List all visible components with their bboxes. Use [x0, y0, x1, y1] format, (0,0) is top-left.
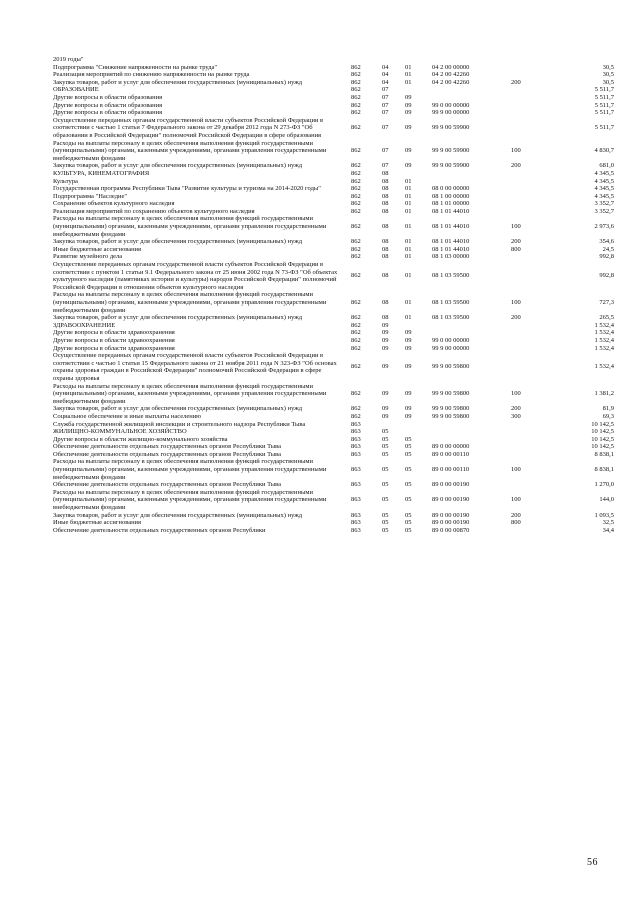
table-row [0, 489, 640, 512]
table-row [0, 527, 640, 535]
row-amount: 5 511,7 [594, 93, 614, 101]
code-target: 08 1 01 44010 [432, 207, 470, 215]
code-section: 04 [382, 71, 389, 79]
row-amount: 3 352,7 [594, 207, 614, 215]
table-row [0, 352, 640, 382]
row-name: Другие вопросы в области жилищно-коммунального хозяйства [53, 435, 228, 443]
table-row [0, 481, 640, 489]
code-target: 99 0 00 00000 [432, 101, 470, 109]
table-row [0, 519, 640, 527]
row-amount: 4 345,5 [594, 177, 614, 185]
row-amount: 4 345,5 [594, 192, 614, 200]
row-amount: 8 838,1 [594, 466, 614, 474]
row-name: Иные бюджетные ассигнования [53, 519, 142, 527]
row-amount: 727,3 [599, 299, 614, 306]
code-section: 07 [382, 147, 389, 155]
code-subsection: 01 [405, 177, 412, 185]
code-target: 99 0 00 00000 [432, 336, 470, 344]
code-section: 09 [382, 321, 389, 329]
code-grbs: 863 [351, 450, 361, 458]
code-subsection: 05 [405, 519, 412, 527]
code-grbs: 862 [351, 412, 361, 420]
code-target: 89 0 00 00190 [432, 511, 470, 519]
code-target: 08 1 03 59500 [432, 299, 470, 306]
table-row [0, 512, 640, 520]
code-section: 08 [382, 192, 389, 200]
code-grbs: 862 [351, 63, 361, 71]
code-section: 09 [382, 390, 389, 398]
code-grbs: 862 [351, 314, 361, 322]
row-name: Другие вопросы в области образования [53, 109, 163, 117]
code-grbs: 862 [351, 272, 361, 280]
row-amount: 1 270,0 [594, 481, 614, 489]
code-target: 08 1 01 00000 [432, 200, 470, 208]
row-amount: 681,0 [599, 162, 614, 170]
row-amount: 1 093,5 [594, 511, 614, 519]
code-section: 09 [382, 412, 389, 420]
code-target: 89 0 00 00190 [432, 496, 470, 504]
code-section: 07 [382, 93, 389, 101]
code-grbs: 863 [351, 519, 361, 527]
row-amount: 1 381,2 [594, 390, 614, 398]
code-grbs: 862 [351, 223, 361, 231]
table-row [0, 345, 640, 353]
code-expense-type: 200 [511, 314, 521, 322]
row-name: Расходы на выплаты персоналу в целях обеспечения выполнения функций государственными (муниципальными) органами, казенными учреждениями, органами управления государственными внебюджетными фондами [53, 291, 327, 314]
code-grbs: 862 [351, 185, 361, 193]
code-target: 99 9 00 59800 [432, 405, 470, 413]
table-row [0, 86, 640, 94]
row-name: Расходы на выплаты персоналу в целях обеспечения выполнения функций государственными (муниципальными) органами, казенными учреждениями, органами управления государственными внебюджетными фондами [53, 458, 327, 481]
code-subsection: 09 [405, 344, 412, 352]
row-amount: 10 142,5 [591, 420, 614, 428]
code-section: 05 [382, 496, 389, 504]
code-section: 08 [382, 177, 389, 185]
table-row [0, 322, 640, 330]
code-subsection: 09 [405, 162, 412, 170]
code-section: 08 [382, 253, 389, 261]
code-target: 04 2 00 00000 [432, 63, 470, 71]
row-name: ЖИЛИЩНО-КОММУНАЛЬНОЕ ХОЗЯЙСТВО [53, 428, 187, 436]
row-amount: 4 830,7 [594, 147, 614, 155]
table-row [0, 71, 640, 79]
row-amount: 8 838,1 [594, 450, 614, 458]
row-name: Подпрограмма "Снижение напряженности на рынке труда" [53, 63, 218, 71]
code-target: 08 1 01 44010 [432, 238, 470, 246]
row-amount: 5 511,7 [594, 124, 614, 132]
code-grbs: 862 [351, 405, 361, 413]
row-name: Другие вопросы в области здравоохранения [53, 336, 175, 344]
code-subsection: 01 [405, 192, 412, 200]
code-grbs: 863 [351, 481, 361, 489]
code-subsection: 05 [405, 443, 412, 451]
code-section: 08 [382, 200, 389, 208]
code-subsection: 01 [405, 238, 412, 246]
code-subsection: 09 [405, 147, 412, 155]
table-row [0, 170, 640, 178]
code-grbs: 862 [351, 169, 361, 177]
code-section: 09 [382, 344, 389, 352]
table-row [0, 200, 640, 208]
code-grbs: 862 [351, 253, 361, 261]
code-target: 89 0 00 00110 [432, 466, 470, 474]
row-amount: 2 973,6 [594, 223, 614, 231]
row-name: Другие вопросы в области образования [53, 93, 163, 101]
code-section: 05 [382, 481, 389, 489]
code-section: 08 [382, 299, 389, 306]
code-subsection: 01 [405, 245, 412, 253]
code-grbs: 862 [351, 86, 361, 94]
code-section: 07 [382, 101, 389, 109]
table-row [0, 246, 640, 254]
table-row [0, 421, 640, 429]
code-grbs: 862 [351, 124, 361, 132]
code-subsection: 09 [405, 363, 412, 371]
table-row [0, 314, 640, 322]
table-row [0, 94, 640, 102]
code-target: 99 9 00 00000 [432, 344, 470, 352]
table-row [0, 291, 640, 314]
code-section: 08 [382, 169, 389, 177]
row-name: Другие вопросы в области здравоохранения [53, 329, 175, 337]
row-name: Закупка товаров, работ и услуг для обеспечения государственных (муниципальных) нужд [53, 238, 303, 246]
row-amount: 1 532,4 [594, 336, 614, 344]
row-name: Развитие музейного дела [53, 253, 123, 261]
table-row [0, 413, 640, 421]
row-amount: 24,5 [602, 245, 614, 253]
code-subsection: 05 [405, 466, 412, 474]
code-grbs: 862 [351, 238, 361, 246]
table-row [0, 238, 640, 246]
row-amount: 34,4 [602, 526, 614, 534]
code-section: 05 [382, 466, 389, 474]
row-name: Обеспечение деятельности отдельных государственных органов Республики Тыва [53, 443, 281, 451]
table-row [0, 337, 640, 345]
row-name: Осуществление переданных органам государственной власти субъектов Российской Федерации в соответствии с частью 1 статьи 7 Федерального закона от 29 декабря 2012 года N 273-ФЗ "Об образовании в Российской Федерации" полномочий Российской Федерации в сфере образования [53, 116, 324, 139]
table-row [0, 383, 640, 406]
row-amount: 30,5 [602, 71, 614, 79]
code-section: 09 [382, 405, 389, 413]
code-subsection: 01 [405, 253, 412, 261]
code-grbs: 863 [351, 420, 361, 428]
code-target: 99 9 00 59800 [432, 390, 470, 398]
row-name: Закупка товаров, работ и услуг для обеспечения государственных (муниципальных) нужд [53, 314, 303, 322]
code-expense-type: 100 [511, 466, 521, 474]
code-section: 08 [382, 245, 389, 253]
row-amount: 1 532,4 [594, 344, 614, 352]
code-target: 99 9 00 00000 [432, 109, 470, 117]
row-amount: 5 511,7 [594, 86, 614, 94]
code-expense-type: 100 [511, 299, 521, 306]
row-name: Закупка товаров, работ и услуг для обеспечения государственных (муниципальных) нужд [53, 405, 303, 413]
page-number: 56 [587, 857, 598, 868]
code-grbs: 863 [351, 526, 361, 534]
code-subsection: 09 [405, 405, 412, 413]
code-subsection: 01 [405, 200, 412, 208]
code-subsection: 09 [405, 124, 412, 132]
code-target: 99 9 00 59800 [432, 363, 470, 371]
code-section: 09 [382, 363, 389, 371]
row-name: ОБРАЗОВАНИЕ [53, 86, 99, 94]
code-target: 89 0 00 00190 [432, 481, 470, 489]
code-expense-type: 100 [511, 496, 521, 504]
code-subsection: 05 [405, 526, 412, 534]
code-target: 08 1 00 00000 [432, 192, 470, 200]
code-section: 09 [382, 329, 389, 337]
row-name: Расходы на выплаты персоналу в целях обеспечения выполнения функций государственными (муниципальными) органами, казенными учреждениями, органами управления государственными внебюджетными фондами [53, 488, 327, 512]
code-section: 05 [382, 428, 389, 436]
row-name: Иные бюджетные ассигнования [53, 245, 142, 253]
code-section: 08 [382, 223, 389, 231]
row-name: Расходы на выплаты персоналу в целях обеспечения выполнения функций государственными (муниципальными) органами, казенными учреждениями, органами управления государственными внебюджетными фондами [53, 215, 327, 238]
row-amount: 1 532,4 [594, 329, 614, 337]
table-row [0, 208, 640, 216]
code-grbs: 862 [351, 245, 361, 253]
table-row [0, 405, 640, 413]
table-row [0, 261, 640, 291]
row-name: КУЛЬТУРА, КИНЕМАТОГРАФИЯ [53, 169, 150, 177]
code-subsection: 09 [405, 336, 412, 344]
code-section: 05 [382, 519, 389, 527]
table-row [0, 64, 640, 72]
code-subsection: 01 [405, 272, 412, 280]
code-target: 99 9 00 59800 [432, 412, 470, 420]
row-name: Реализация мероприятий по сохранению объектов культурного наследия [53, 207, 255, 215]
code-target: 89 0 00 00110 [432, 450, 470, 458]
row-name: Закупка товаров, работ и услуг для обеспечения государственных (муниципальных) нужд [53, 162, 303, 170]
row-name: Расходы на выплаты персоналу в целях обеспечения выполнения функций государственными (муниципальными) органами, казенными учреждениями, органами управления государственными внебюджетными фондами [53, 139, 327, 162]
code-grbs: 862 [351, 162, 361, 170]
code-grbs: 862 [351, 71, 361, 79]
code-section: 08 [382, 314, 389, 322]
code-expense-type: 100 [511, 147, 521, 155]
budget-table [0, 56, 640, 534]
code-subsection: 01 [405, 299, 412, 306]
table-row [0, 140, 640, 163]
code-grbs: 862 [351, 207, 361, 215]
row-name: Осуществление переданных органам государственной власти субъектов Российской Федерации в соответствии с пунктом 1 статьи 9.1 Федерального закона от 25 июня 2002 года N 73-ФЗ "Об объектах культурного наследия (памятниках истории и культуры) народов Российской Федерации" полномочий Российской Федерации в отношении объектов культурного наследия [53, 261, 338, 291]
code-target: 08 1 03 59500 [432, 272, 470, 280]
code-subsection: 09 [405, 390, 412, 398]
row-name: Реализация мероприятий по снижению напряженности на рынке труда [53, 71, 250, 79]
table-row [0, 162, 640, 170]
code-subsection: 01 [405, 223, 412, 231]
code-grbs: 862 [351, 321, 361, 329]
row-amount: 69,3 [602, 412, 614, 420]
code-subsection: 01 [405, 185, 412, 193]
code-section: 05 [382, 443, 389, 451]
code-section: 07 [382, 124, 389, 132]
row-amount: 1 532,4 [594, 321, 614, 329]
code-subsection: 01 [405, 78, 412, 86]
code-target: 99 9 00 59900 [432, 124, 470, 132]
row-name: Обеспечение деятельности отдельных государственных органов Республики Тыва [53, 481, 281, 489]
row-amount: 10 142,5 [591, 428, 614, 436]
row-name: Закупка товаров, работ и услуг для обеспечения государственных (муниципальных) нужд [53, 78, 303, 86]
code-subsection: 05 [405, 481, 412, 489]
code-section: 04 [382, 78, 389, 86]
row-amount: 30,5 [602, 78, 614, 86]
code-section: 07 [382, 162, 389, 170]
code-expense-type: 300 [511, 412, 521, 420]
row-name: Сохранение объектов культурного наследия [53, 200, 175, 208]
code-expense-type: 100 [511, 390, 521, 398]
table-row [0, 109, 640, 117]
code-subsection: 09 [405, 101, 412, 109]
code-target: 08 0 00 00000 [432, 185, 470, 193]
code-expense-type: 200 [511, 405, 521, 413]
code-target: 89 0 00 00190 [432, 519, 470, 527]
table-row [0, 451, 640, 459]
code-target: 08 1 03 00000 [432, 253, 470, 261]
table-row [0, 443, 640, 451]
code-section: 08 [382, 207, 389, 215]
code-expense-type: 200 [511, 78, 521, 86]
table-row [0, 329, 640, 337]
code-grbs: 862 [351, 363, 361, 371]
code-grbs: 862 [351, 101, 361, 109]
code-section: 05 [382, 526, 389, 534]
row-name: Другие вопросы в области здравоохранения [53, 344, 175, 352]
row-name: Культура [53, 177, 78, 185]
table-row [0, 253, 640, 261]
code-grbs: 862 [351, 109, 361, 117]
row-amount: 144,0 [599, 496, 614, 504]
row-amount: 265,5 [599, 314, 614, 322]
row-name: Расходы на выплаты персоналу в целях обеспечения выполнения функций государственными (муниципальными) органами, казенными учреждениями, органами управления государственными внебюджетными фондами [53, 382, 327, 405]
code-grbs: 862 [351, 78, 361, 86]
table-row [0, 79, 640, 87]
code-expense-type: 800 [511, 519, 521, 527]
table-row [0, 428, 640, 436]
code-grbs: 862 [351, 390, 361, 398]
table-row [0, 56, 640, 64]
code-section: 05 [382, 450, 389, 458]
row-amount: 81,9 [602, 405, 614, 413]
code-section: 08 [382, 272, 389, 280]
row-name: Обеспечение деятельности отдельных государственных органов Республики Тыва [53, 450, 281, 458]
code-target: 89 0 00 00000 [432, 443, 470, 451]
code-subsection: 01 [405, 63, 412, 71]
code-subsection: 09 [405, 412, 412, 420]
row-name: Другие вопросы в области образования [53, 101, 163, 109]
table-row [0, 185, 640, 193]
row-name: Служба государственной жилищной инспекции и строительного надзора Республики Тыва [53, 420, 306, 428]
code-subsection: 05 [405, 435, 412, 443]
code-grbs: 863 [351, 435, 361, 443]
row-amount: 4 345,5 [594, 185, 614, 193]
row-amount: 3 352,7 [594, 200, 614, 208]
row-amount: 5 511,7 [594, 109, 614, 117]
row-amount: 10 142,5 [591, 443, 614, 451]
code-section: 07 [382, 109, 389, 117]
row-name: Государственная программа Республики Тыва "Развитие культуры и туризма на 2014-2020 годы" [53, 185, 321, 193]
code-grbs: 862 [351, 147, 361, 155]
code-expense-type: 200 [511, 238, 521, 246]
code-subsection: 01 [405, 71, 412, 79]
code-grbs: 862 [351, 336, 361, 344]
code-subsection: 05 [405, 511, 412, 519]
code-subsection: 09 [405, 109, 412, 117]
row-name: Осуществление переданных органам государственной власти субъектов Российской Федерации в соответствии с частью 1 статьи 15 Федерального закона от 21 ноября 2011 года N 323-ФЗ "Об основах охраны здоровья граждан в Российской Федерации" полномочий Российской Федерации в сфере охраны здоровья [53, 352, 337, 382]
code-grbs: 863 [351, 466, 361, 474]
code-subsection: 05 [405, 496, 412, 504]
code-subsection: 01 [405, 207, 412, 215]
code-section: 08 [382, 238, 389, 246]
table-row [0, 102, 640, 110]
table-row [0, 193, 640, 201]
code-grbs: 863 [351, 443, 361, 451]
table-row [0, 458, 640, 481]
row-amount: 992,8 [599, 272, 614, 280]
code-subsection: 05 [405, 450, 412, 458]
code-grbs: 863 [351, 428, 361, 436]
code-grbs: 862 [351, 329, 361, 337]
code-expense-type: 200 [511, 162, 521, 170]
code-section: 07 [382, 86, 389, 94]
code-target: 04 2 00 42260 [432, 78, 470, 86]
row-name: Социальное обеспечение и иные выплаты населению [53, 412, 202, 420]
code-subsection: 01 [405, 314, 412, 322]
code-grbs: 862 [351, 299, 361, 306]
code-section: 05 [382, 435, 389, 443]
table-row [0, 178, 640, 186]
code-section: 08 [382, 185, 389, 193]
code-expense-type: 100 [511, 223, 521, 231]
row-amount: 1 532,4 [594, 363, 614, 371]
code-grbs: 862 [351, 177, 361, 185]
code-target: 99 9 00 59900 [432, 162, 470, 170]
code-target: 08 1 01 44010 [432, 223, 470, 231]
table-row [0, 117, 640, 140]
row-amount: 354,6 [599, 238, 614, 246]
table-row [0, 215, 640, 238]
code-grbs: 863 [351, 511, 361, 519]
row-amount: 4 345,5 [594, 169, 614, 177]
code-target: 04 2 00 42260 [432, 71, 470, 79]
code-expense-type: 800 [511, 245, 521, 253]
code-section: 05 [382, 511, 389, 519]
code-target: 99 9 00 59900 [432, 147, 470, 155]
code-subsection: 09 [405, 93, 412, 101]
row-name: Закупка товаров, работ и услуг для обеспечения государственных (муниципальных) нужд [53, 511, 303, 519]
code-target: 08 1 01 44010 [432, 245, 470, 253]
row-amount: 992,8 [599, 253, 614, 261]
code-grbs: 862 [351, 93, 361, 101]
row-name: ЗДРАВООХРАНЕНИЕ [53, 321, 116, 329]
code-target: 08 1 03 59500 [432, 314, 470, 322]
row-name: 2019 годы" [53, 56, 84, 63]
code-grbs: 862 [351, 200, 361, 208]
row-name: Подпрограмма "Наследие" [53, 192, 128, 200]
row-amount: 5 511,7 [594, 101, 614, 109]
code-expense-type: 200 [511, 511, 521, 519]
code-grbs: 862 [351, 344, 361, 352]
code-target: 89 0 00 00870 [432, 526, 470, 534]
code-section: 04 [382, 63, 389, 71]
code-grbs: 863 [351, 496, 361, 504]
code-section: 09 [382, 336, 389, 344]
row-amount: 32,5 [602, 519, 614, 527]
code-grbs: 862 [351, 192, 361, 200]
row-name: Обеспечение деятельности отдельных государственных органов Республики [53, 526, 266, 534]
row-amount: 30,5 [602, 63, 614, 71]
row-amount: 10 142,5 [591, 435, 614, 443]
code-subsection: 09 [405, 329, 412, 337]
table-row [0, 436, 640, 444]
